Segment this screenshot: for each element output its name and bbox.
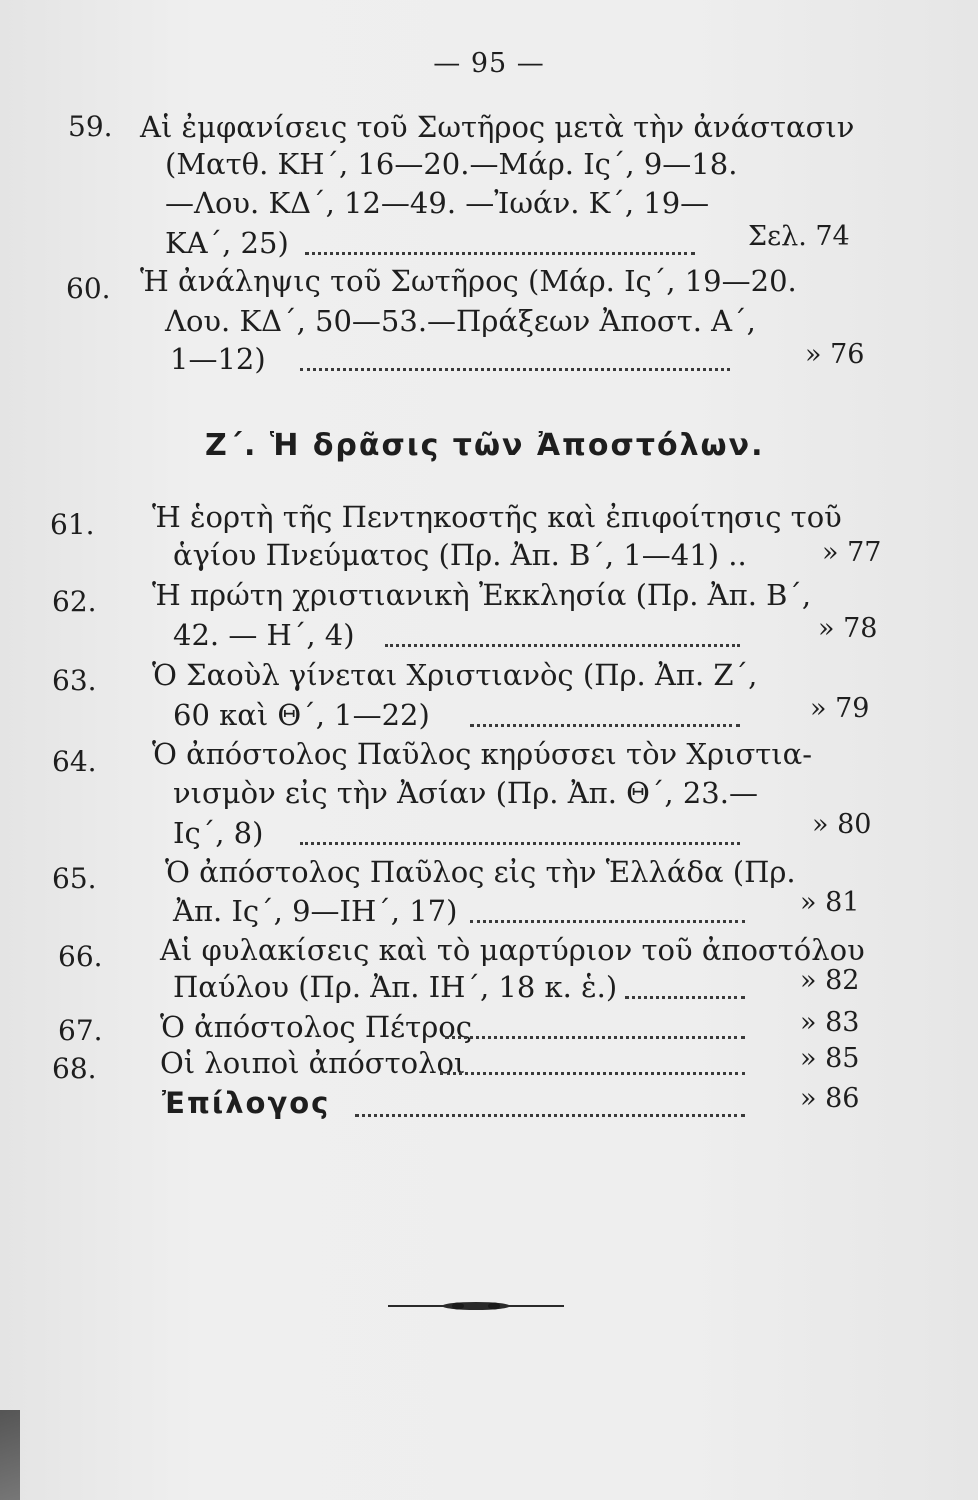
scan-edge-shadow <box>0 1410 20 1500</box>
dot-leader <box>440 1046 745 1080</box>
entry-line: Αἱ ἐμφανίσεις τοῦ Σωτῆρος μετὰ τὴν ἀνάστασιν <box>140 110 855 144</box>
dot-leader <box>280 816 740 850</box>
entry-number: 67. <box>58 1014 103 1047</box>
entry-line: Ις΄, 8) <box>173 816 264 850</box>
dot-leader <box>270 342 730 376</box>
dot-leader <box>355 1086 745 1120</box>
entry-line: 42. — Η΄, 4) <box>173 618 355 652</box>
entry-number: 61. <box>50 508 95 541</box>
entry-line: νισμὸν εἰς τὴν Ἀσίαν (Πρ. Ἀπ. Θ΄, 23.— <box>173 776 758 810</box>
entry-number: 63. <box>52 664 97 697</box>
epilogue-label: Ἐπίλογος <box>162 1086 331 1120</box>
entry-number: 64. <box>52 745 97 778</box>
page-ref: » 79 <box>810 693 870 724</box>
entry-line: Ὁ ἀπόστολος Παῦλος κηρύσσει τὸν Χριστια- <box>152 737 813 771</box>
entry-line: Λου. ΚΔ΄, 50—53.—Πράξεων Ἀποστ. Α΄, <box>165 304 756 338</box>
entry-line: ἁγίου Πνεύματος (Πρ. Ἀπ. Β΄, 1—41) .. <box>173 538 747 572</box>
entry-line: Ἡ ἑορτὴ τῆς Πεντηκοστῆς καὶ ἐπιφοίτησις τοῦ <box>152 500 842 534</box>
entry-line: 1—12) <box>170 342 266 376</box>
entry-line: Ἡ ἀνάληψις τοῦ Σωτῆρος (Μάρ. Ις΄, 19—20. <box>140 264 797 298</box>
page-ref: » 86 <box>800 1083 860 1114</box>
dot-leader <box>295 226 695 260</box>
entry-line: Παύλου (Πρ. Ἀπ. ΙΗ΄, 18 κ. ἑ.) <box>173 970 618 1004</box>
entry-line: Αἱ φυλακίσεις καὶ τὸ μαρτύριον τοῦ ἀποστόλου <box>160 933 865 967</box>
page-ref: Σελ. 74 <box>748 221 850 252</box>
entry-number: 66. <box>58 940 103 973</box>
page-ref: » 77 <box>822 537 882 568</box>
page-ref: » 80 <box>812 809 872 840</box>
entry-line: (Ματθ. ΚΗ΄, 16—20.—Μάρ. Ις΄, 9—18. <box>165 147 738 181</box>
entry-line: —Λου. ΚΔ΄, 12—49. —Ἰωάν. Κ΄, 19— <box>165 186 710 220</box>
entry-line: Οἱ λοιποὶ ἀπόστολοι <box>160 1046 466 1080</box>
page-number: — 95 — <box>433 48 545 79</box>
entry-line: ΚΑ΄, 25) <box>165 226 289 260</box>
page-ref: » 85 <box>800 1043 860 1074</box>
entry-line: Ἡ πρώτη χριστιανικὴ Ἐκκλησία (Πρ. Ἀπ. Β΄, <box>152 578 812 612</box>
dot-leader <box>460 894 745 928</box>
ornament-divider <box>388 1300 564 1312</box>
page-ref: » 82 <box>800 965 860 996</box>
entry-line: Ὁ ἀπόστολος Πέτρος <box>160 1010 472 1044</box>
entry-line: Ὁ Σαοὺλ γίνεται Χριστιανὸς (Πρ. Ἀπ. Ζ΄, <box>152 658 758 692</box>
entry-line: Ὁ ἀπόστολος Παῦλος εἰς τὴν Ἑλλάδα (Πρ. <box>165 855 796 889</box>
entry-number: 59. <box>68 110 113 143</box>
entry-number: 65. <box>52 862 97 895</box>
page-ref: » 81 <box>800 887 860 918</box>
entry-number: 68. <box>52 1052 97 1085</box>
dot-leader <box>450 698 740 732</box>
section-heading: Ζ΄. Ἡ δρᾶσις τῶν Ἀποστόλων. <box>205 428 765 463</box>
page-ref: » 76 <box>805 339 865 370</box>
entry-number: 62. <box>52 585 97 618</box>
dot-leader <box>380 618 740 652</box>
entry-line: 60 καὶ Θ΄, 1—22) <box>173 698 430 732</box>
page-ref: » 83 <box>800 1007 860 1038</box>
entry-number: 60. <box>66 272 111 305</box>
entry-line: Ἀπ. Ις΄, 9—ΙΗ΄, 17) <box>173 894 458 928</box>
page-ref: » 78 <box>818 613 878 644</box>
dot-leader <box>625 970 745 1004</box>
